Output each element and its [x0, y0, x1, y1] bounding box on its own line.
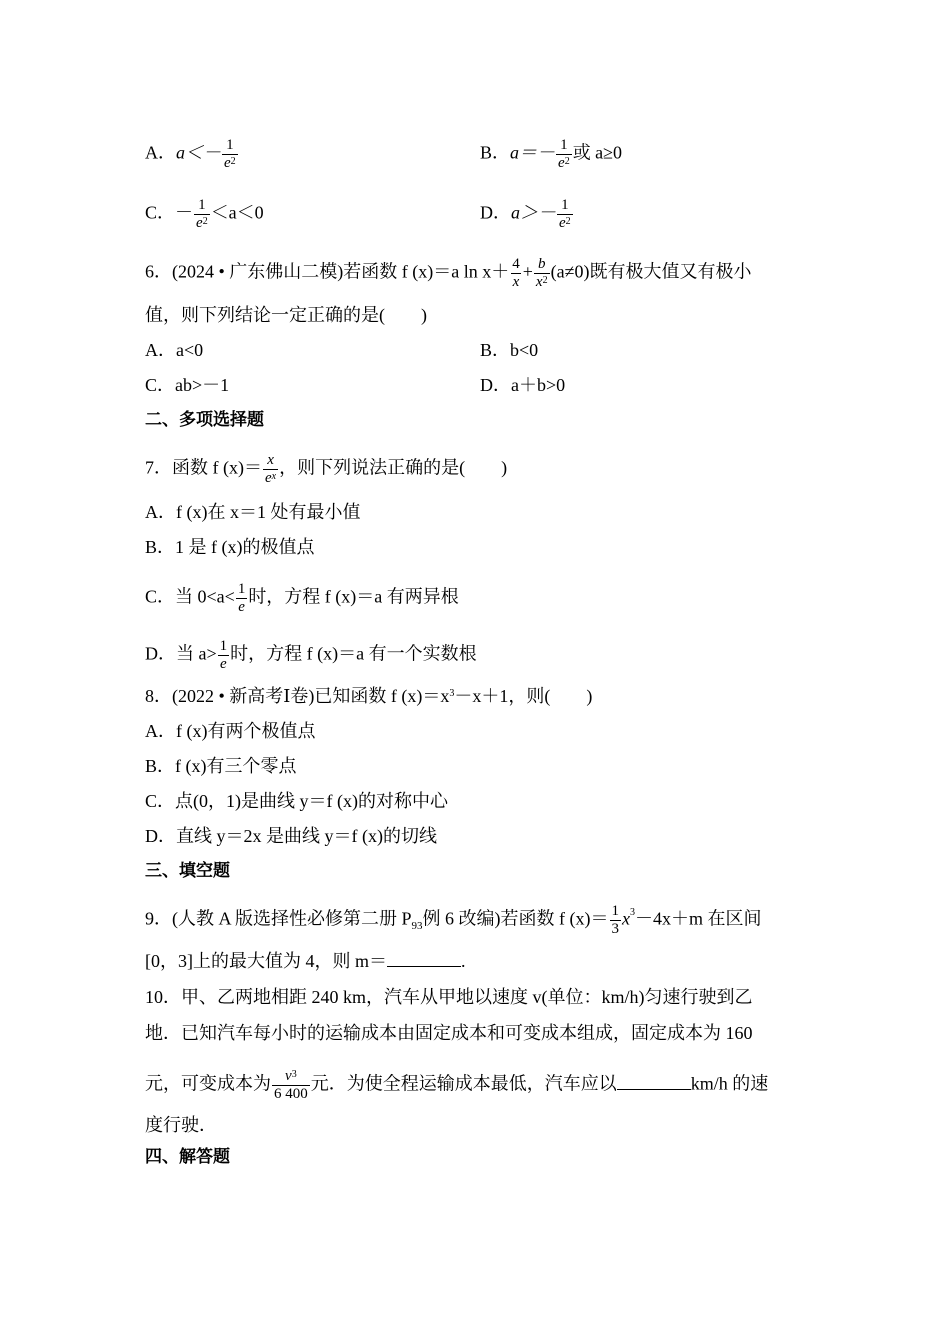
section-heading-solutions: 四、解答题: [145, 1147, 230, 1167]
q10-line2: 地．已知汽车每小时的运输成本由固定成本和可变成本组成，固定成本为 160: [145, 1023, 753, 1043]
q6-stem-line2: 值，则下列结论一定正确的是( ): [145, 305, 427, 325]
q7-option-c: C．当 0<a< $\frac{1}{e}$ 时，方程 f (x)＝a 有两异根: [145, 581, 459, 615]
section-heading-multiple-choice: 二、多项选择题: [145, 410, 264, 430]
answer-blank: [387, 950, 461, 967]
q6-option-c: C．ab>－1: [145, 375, 230, 395]
fraction: $\frac{x}{e^x}$: [264, 452, 277, 486]
fraction: $\frac{1}{e^2}$: [196, 197, 208, 231]
q8-option-c: C．点(0，1)是曲线 y＝f (x)的对称中心: [145, 791, 448, 811]
q10-line4: 度行驶．: [145, 1115, 217, 1135]
q8-option-a: A．f (x)有两个极值点: [145, 721, 316, 741]
fraction: $\frac{v^3}{6 400}$: [274, 1068, 308, 1102]
q6-stem-line1: 6．(2024 • 广东佛山二模)若函数 f (x)＝a ln x＋ $\frac{4}{x}$ + $\frac{b}{x^2}$ (a≠0)既有极大值又有极小: [145, 256, 752, 290]
q5-option-a: A．a＜－ $\frac{1}{e^2}$: [145, 137, 236, 171]
q10-line1: 10．甲、乙两地相距 240 km，汽车从甲地以速度 v(单位：km/h)匀速行驶到乙: [145, 987, 753, 1007]
fraction: $\frac{1}{3}$: [611, 903, 619, 937]
q8-option-d: D．直线 y＝2x 是曲线 y＝f (x)的切线: [145, 826, 437, 846]
q6-option-d: D．a＋b>0: [480, 375, 566, 395]
q5-option-c: C．－ $\frac{1}{e^2}$ ＜a＜0: [145, 197, 264, 231]
section-heading-fill-blank: 三、填空题: [145, 861, 230, 881]
q7-option-d: D．当 a> $\frac{1}{e}$ 时，方程 f (x)＝a 有一个实数根: [145, 638, 477, 672]
q9-stem-line1: 9．(人教 A 版选择性必修第二册 $P_{93}$例 6 改编)若函数 f (x)＝ $\frac{1}{3}$ $x^3-4x+m$ 在区间: [145, 903, 762, 937]
q5-option-b: B．a＝－ $\frac{1}{e^2}$ 或 a≥0: [480, 137, 623, 171]
q9-stem-line2: [0，3]上的最大值为 4，则 m＝ .: [145, 951, 466, 971]
fraction: $\frac{1}{e}$: [237, 581, 246, 615]
q10-line3: 元，可变成本为 $\frac{v^3}{6 400}$ 元．为使全程运输成本最低，汽车应以 km/h 的速: [145, 1068, 769, 1102]
q7-option-b: B．1 是 f (x)的极值点: [145, 537, 315, 557]
q7-option-a: A．f (x)在 x＝1 处有最小值: [145, 502, 361, 522]
q5-option-d: D．a＞－ $\frac{1}{e^2}$: [480, 197, 571, 231]
q6-option-b: B．b<0: [480, 340, 539, 360]
fraction: $\frac{4}{x}$: [512, 256, 520, 290]
q8-option-b: B．f (x)有三个零点: [145, 756, 297, 776]
answer-blank: [617, 1073, 691, 1090]
fraction: $\frac{1}{e}$: [219, 638, 228, 672]
q6-option-a: A．a<0: [145, 340, 204, 360]
fraction: $\frac{b}{x^2}$: [535, 256, 548, 290]
fraction: $\frac{1}{e^2}$: [558, 137, 570, 171]
q8-stem: 8．(2022 • 新高考Ⅰ卷)已知函数 f $(x)=x^3-x+1$，则( ): [145, 686, 593, 706]
q7-stem: 7．函数 f (x)＝ $\frac{x}{e^x}$ ，则下列说法正确的是( ): [145, 452, 508, 486]
fraction: $\frac{1}{e^2}$: [559, 197, 571, 231]
fraction: $\frac{1}{e^2}$: [224, 137, 236, 171]
